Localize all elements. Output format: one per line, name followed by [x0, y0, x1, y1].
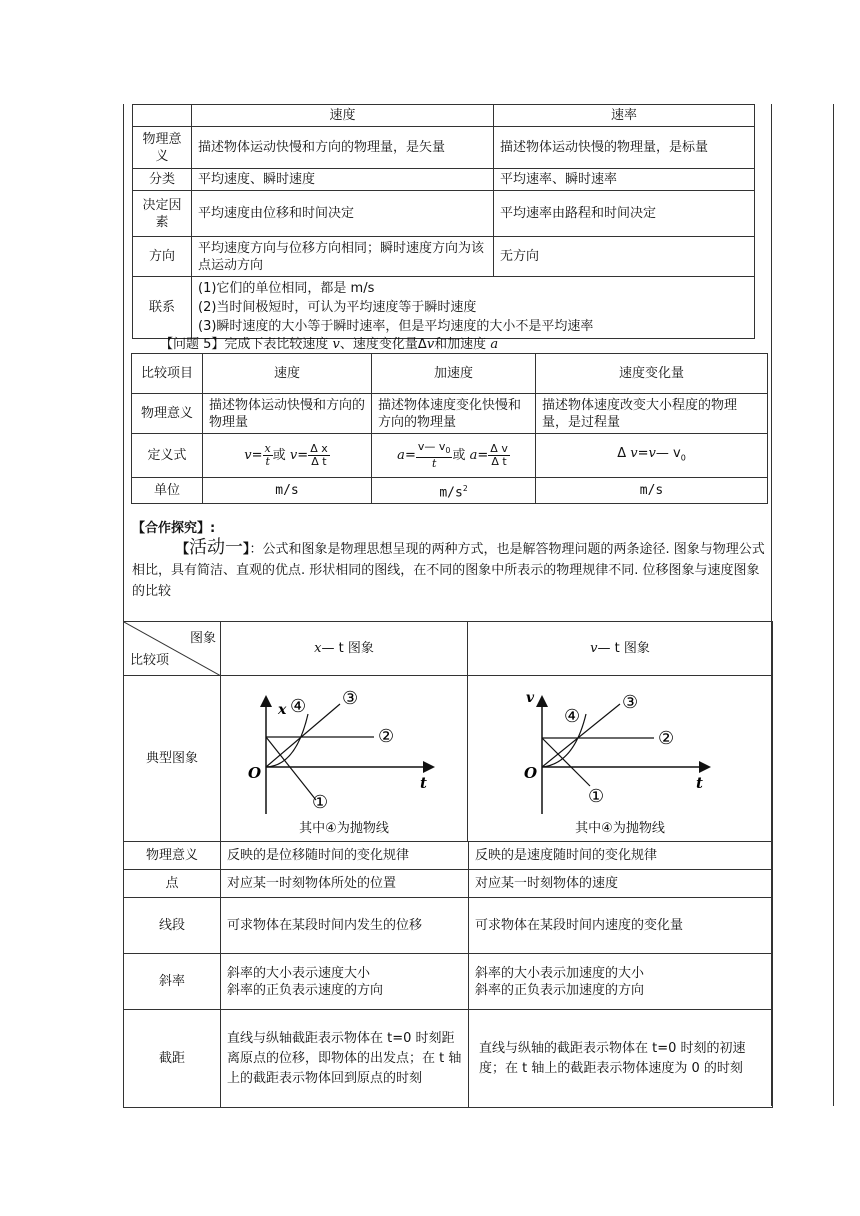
row-label: 分类	[133, 169, 192, 191]
row-label: 物理意义	[132, 394, 203, 434]
mark-2: ②	[378, 726, 395, 747]
corner-label: 比较项目	[132, 354, 203, 394]
mark-3: ③	[342, 688, 359, 709]
vt-graph-cell	[468, 676, 773, 842]
line-3	[542, 704, 620, 767]
col-acceleration: 加速度	[372, 354, 536, 394]
origin-label: O	[248, 764, 262, 782]
def-delta-v: Δ v=v— $v_0$	[536, 434, 768, 478]
problem-5-heading: 【问题 5】完成下表比较速度 v、速度变化量Δv和加速度 a	[160, 337, 499, 352]
problem-tag: 【问题 5】	[160, 337, 225, 352]
vt-intercept: 直线与纵轴的截距表示物体在 t=0 时刻的初速度；在 t 轴上的截距表示物体速度为 0 的时刻	[469, 1010, 773, 1108]
row-label: 单位	[132, 478, 203, 504]
speed-rate-table	[132, 104, 755, 339]
axis-label-x: x	[278, 702, 287, 718]
meaning-delta-v: 描述物体速度改变大小程度的物理量，是过程量	[536, 394, 768, 434]
activity-paragraph: 【活动一】：公式和图象是物理思想呈现的两种方式，也是解答物理问题的两条途径. 图象与物理公式相比，具有简洁、直观的优点. 形状相同的图线，在不同的图象中所表示的物理规律不同. 位移图象与速度图象的比较	[132, 537, 765, 599]
mark-4: ④	[290, 696, 307, 717]
col-vt-graph: v— t 图象	[468, 622, 773, 676]
vt-caption: 其中④为抛物线	[575, 821, 665, 836]
col-xt-graph: x— t 图象	[221, 622, 468, 676]
corner-cell	[124, 622, 221, 676]
velocity-acceleration-table	[131, 353, 768, 504]
axis-label-v: v	[526, 690, 535, 706]
corner-top: 图象	[189, 631, 216, 646]
xt-intercept: 直线与纵轴截距表示物体在 t=0 时刻距离原点的位移，即物体的出发点；在 t 轴上的截距表示物体回到原点的时刻	[221, 1010, 469, 1108]
col-delta-v: 速度变化量	[536, 354, 768, 394]
row-label: 线段	[124, 898, 221, 954]
problem-text: 完成下表比较速度	[224, 337, 333, 352]
meaning-velocity: 描述物体运动快慢和方向的物理量	[203, 394, 372, 434]
xt-meaning: 反映的是位移随时间的变化规律	[221, 842, 469, 870]
cell-speed: 描述物体运动快慢和方向的物理量，是矢量	[192, 127, 494, 169]
mark-4: ④	[564, 706, 581, 727]
axis-label-t: t	[420, 774, 427, 792]
corner-bottom: 比较项	[130, 653, 170, 668]
row-label: 物理意义	[133, 127, 192, 169]
vt-typical-graph	[520, 684, 720, 820]
axis-label-t: t	[696, 774, 703, 792]
vt-point: 对应某一时刻物体的速度	[469, 870, 773, 898]
curve-4	[266, 714, 308, 767]
mark-2: ②	[658, 728, 675, 749]
col-rate: 速率	[494, 105, 755, 127]
activity-title: 活动一	[189, 537, 244, 558]
col-velocity: 速度	[203, 354, 372, 394]
xt-point: 对应某一时刻物体所处的位置	[221, 870, 469, 898]
relation-cell	[192, 277, 755, 339]
xt-typical-graph	[244, 684, 444, 820]
col-speed: 速度	[192, 105, 494, 127]
cell-rate: 平均速率、瞬时速率	[494, 169, 755, 191]
row-label: 物理意义	[124, 842, 221, 870]
relation-line: (1)它们的单位相同，都是 m/s	[198, 281, 375, 296]
coop-heading: 【合作探究】:	[132, 521, 216, 536]
row-label: 点	[124, 870, 221, 898]
mark-1: ①	[588, 786, 605, 807]
page-frame-outer-right	[833, 104, 834, 1106]
unit-acceleration: $m/s^2$	[372, 478, 536, 504]
row-label: 定义式	[132, 434, 203, 478]
unit-velocity: m/s	[203, 478, 372, 504]
mark-1: ①	[312, 792, 329, 813]
def-velocity: v= $\frac{x}{t}$ 或 v= $\frac{\text{Δ x}}{\text{Δ t}}$	[203, 434, 372, 478]
vt-segment: 可求物体在某段时间内速度的变化量	[469, 898, 773, 954]
cell-speed: 平均速度、瞬时速度	[192, 169, 494, 191]
cell-rate: 无方向	[494, 237, 755, 277]
row-label: 斜率	[124, 954, 221, 1010]
vt-meaning: 反映的是速度随时间的变化规律	[469, 842, 773, 870]
meaning-acceleration: 描述物体速度变化快慢和方向的物理量	[372, 394, 536, 434]
def-acceleration: a= $\frac{v— v_0}{t}$ 或 a= $\frac{\text{Δ v}}{\text{Δ t}}$	[372, 434, 536, 478]
activity-text: ：公式和图象是物理思想呈现的两种方式，也是解答物理问题的两条途径. 图象与物理公式相比，具有简洁、直观的优点. 形状相同的图线，在不同的图象中所表示的物理规律不同. 位移图象与速度图象的比较	[132, 542, 765, 599]
mark-3: ③	[622, 692, 639, 713]
cell-speed: 平均速度由位移和时间决定	[192, 191, 494, 237]
row-label: 方向	[133, 237, 192, 277]
graph-comparison-table-lower	[123, 841, 773, 1108]
xt-graph-cell	[221, 676, 468, 842]
row-label: 典型图象	[124, 676, 221, 842]
line-1	[542, 738, 590, 786]
relation-line: (2)当时间极短时，可认为平均速度等于瞬时速度	[198, 300, 477, 315]
vt-slope: 斜率的大小表示加速度的大小 斜率的正负表示加速度的方向	[469, 954, 773, 1010]
xt-slope: 斜率的大小表示速度大小 斜率的正负表示速度的方向	[221, 954, 469, 1010]
graph-comparison-table	[123, 621, 773, 842]
origin-label: O	[524, 764, 538, 782]
row-label: 决定因素	[133, 191, 192, 237]
cell-rate: 描述物体运动快慢的物理量，是标量	[494, 127, 755, 169]
cell-rate: 平均速率由路程和时间决定	[494, 191, 755, 237]
xt-caption: 其中④为抛物线	[299, 821, 389, 836]
cell-speed: 平均速度方向与位移方向相同；瞬时速度方向为该点运动方向	[192, 237, 494, 277]
relation-line: (3)瞬时速度的大小等于瞬时速率，但是平均速度的大小不是平均速率	[198, 319, 594, 334]
xt-segment: 可求物体在某段时间内发生的位移	[221, 898, 469, 954]
row-label: 截距	[124, 1010, 221, 1108]
row-label-relation: 联系	[133, 277, 192, 339]
unit-delta-v: m/s	[536, 478, 768, 504]
